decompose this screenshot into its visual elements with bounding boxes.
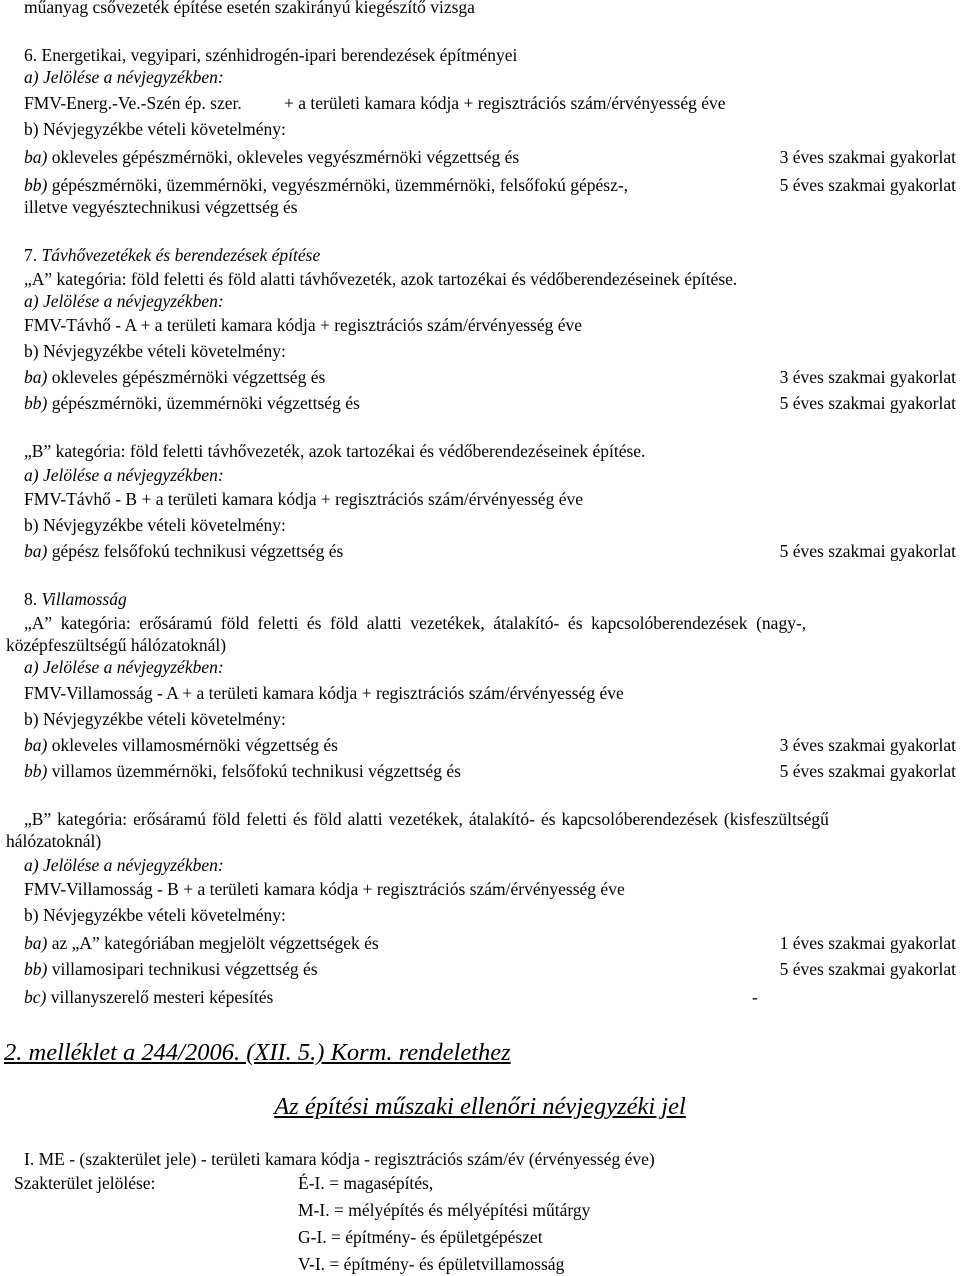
- s8-B-bb-req: 5 éves szakmai gyakorlat: [779, 959, 956, 979]
- s6-bb-row: [24, 174, 628, 196]
- s6-b-label: b) Névjegyzékbe vételi követelmény:: [24, 119, 286, 139]
- s8-B-b-label: b) Névjegyzékbe vételi követelmény:: [24, 905, 286, 925]
- s8-A-desc-2: középfeszültségű hálózatoknál): [6, 635, 227, 655]
- s7-A-bb-row: bb) gépészmérnöki, üzemmérnöki végzettség és: [24, 393, 360, 413]
- szakterulet-label: Szakterület jelölése:: [14, 1173, 156, 1193]
- s8-B-a-label: a) Jelölése a névjegyzékben:: [24, 855, 224, 875]
- s6-ba-text: okleveles gépészmérnöki, okleveles vegyészmérnöki végzettség és: [51, 147, 520, 167]
- s8-B-ba-req: 1 éves szakmai gyakorlat: [779, 933, 956, 953]
- main-heading: Az építési műszaki ellenőri névjegyzéki jel: [274, 1093, 686, 1120]
- me-line: I. ME - (szakterület jele) - területi kamara kódja - regisztrációs szám/év (érvényesség éve): [24, 1149, 655, 1169]
- s8-A-code: FMV-Villamosság - A + a területi kamara kódja + regisztrációs szám/érvényesség éve: [24, 683, 624, 703]
- s7-A-desc: „A” kategória: föld feletti és föld alatti távhővezeték, azok tartozékai és védőberendezéseinek építése.: [24, 269, 738, 289]
- s7-B-ba-req: 5 éves szakmai gyakorlat: [779, 541, 956, 561]
- s8-B-bc-req: -: [752, 987, 758, 1007]
- s7-A-a-label: a) Jelölése a névjegyzékben:: [24, 291, 224, 311]
- s6-ba-row: [24, 146, 519, 168]
- s8-A-bb-req: 5 éves szakmai gyakorlat: [779, 761, 956, 781]
- s7-B-b-label: b) Névjegyzékbe vételi követelmény:: [24, 515, 286, 535]
- s7-title: 7. Távhővezetékek és berendezések építése: [24, 245, 321, 265]
- s8-B-code: FMV-Villamosság - B + a területi kamara kódja + regisztrációs szám/érvényesség éve: [24, 879, 625, 899]
- szakterulet-item-2: M-I. = mélyépítés és mélyépítési műtárgy: [298, 1200, 591, 1220]
- szakterulet-item-1: É-I. = magasépítés,: [298, 1173, 434, 1193]
- s8-A-a-label: a) Jelölése a névjegyzékben:: [24, 657, 224, 677]
- s8-B-desc-2: hálózatoknál): [6, 831, 102, 851]
- s6-title: 6. Energetikai, vegyipari, szénhidrogén-ipari berendezések építményei: [24, 45, 518, 65]
- s7-A-ba-row: ba) okleveles gépészmérnöki végzettség és: [24, 367, 326, 387]
- s6-bb-req: 5 éves szakmai gyakorlat: [779, 175, 956, 195]
- s8-B-bb-row: bb) villamosipari technikusi végzettség és: [24, 959, 318, 979]
- s6-bb-prefix: bb): [24, 175, 48, 195]
- s7-A-bb-req: 5 éves szakmai gyakorlat: [779, 393, 956, 413]
- s8-A-ba-req: 3 éves szakmai gyakorlat: [779, 735, 956, 755]
- s7-A-b-label: b) Névjegyzékbe vételi követelmény:: [24, 341, 286, 361]
- s6-ba-req: 3 éves szakmai gyakorlat: [779, 147, 956, 167]
- s6-ba-prefix: ba): [24, 147, 48, 167]
- s7-B-a-label: a) Jelölése a névjegyzékben:: [24, 465, 224, 485]
- annex-title: 2. melléklet a 244/2006. (XII. 5.) Korm. rendelethez: [4, 1039, 511, 1066]
- s8-B-ba-row: ba) az „A” kategóriában megjelölt végzettségek és: [24, 933, 379, 953]
- s8-A-bb-row: bb) villamos üzemmérnöki, felsőfokú technikusi végzettség és: [24, 761, 461, 781]
- s6-bb-text: gépészmérnöki, üzemmérnöki, vegyészmérnöki, üzemmérnöki, felsőfokú gépész-,: [51, 175, 629, 195]
- s8-A-ba-row: ba) okleveles villamosmérnöki végzettség és: [24, 735, 338, 755]
- s8-A-b-label: b) Névjegyzékbe vételi követelmény:: [24, 709, 286, 729]
- s8-title: 8. Villamosság: [24, 589, 127, 609]
- s7-A-ba-req: 3 éves szakmai gyakorlat: [779, 367, 956, 387]
- s7-A-code: FMV-Távhő - A + a területi kamara kódja + regisztrációs szám/érvényesség éve: [24, 315, 583, 335]
- s8-A-desc-1: „A” kategória: erősáramú föld feletti és föld alatti vezetékek, átalakító- és kapcsolóberendezések (nagy-,: [24, 613, 807, 633]
- s7-B-desc: „B” kategória: föld feletti távhővezeték, azok tartozékai és védőberendezéseinek építése.: [24, 441, 646, 461]
- s7-B-code: FMV-Távhő - B + a területi kamara kódja + regisztrációs szám/érvényesség éve: [24, 489, 583, 509]
- s8-B-bc-row: bc) villanyszerelő mesteri képesítés: [24, 987, 274, 1007]
- s8-B-desc-1: „B” kategória: erősáramú föld feletti és föld alatti vezetékek, átalakító- és kapcsolóberendezések (kisfeszültségű: [24, 809, 829, 829]
- s6-code-line-1: FMV-Energ.-Ve.-Szén ép. szer.: [24, 93, 242, 113]
- szakterulet-item-4: V-I. = építmény- és épületvillamosság: [298, 1254, 565, 1274]
- szakterulet-item-3: G-I. = építmény- és épületgépészet: [298, 1227, 543, 1247]
- s7-B-ba-row: ba) gépész felsőfokú technikusi végzettség és: [24, 541, 344, 561]
- s6-a-label: a) Jelölése a névjegyzékben:: [24, 67, 224, 87]
- top-line: műanyag csővezeték építése esetén szakirányú kiegészítő vizsga: [24, 0, 475, 17]
- s6-code-line-2: + a területi kamara kódja + regisztrációs szám/érvényesség éve: [284, 93, 726, 113]
- s6-bb-text2: illetve vegyésztechnikusi végzettség és: [24, 197, 298, 217]
